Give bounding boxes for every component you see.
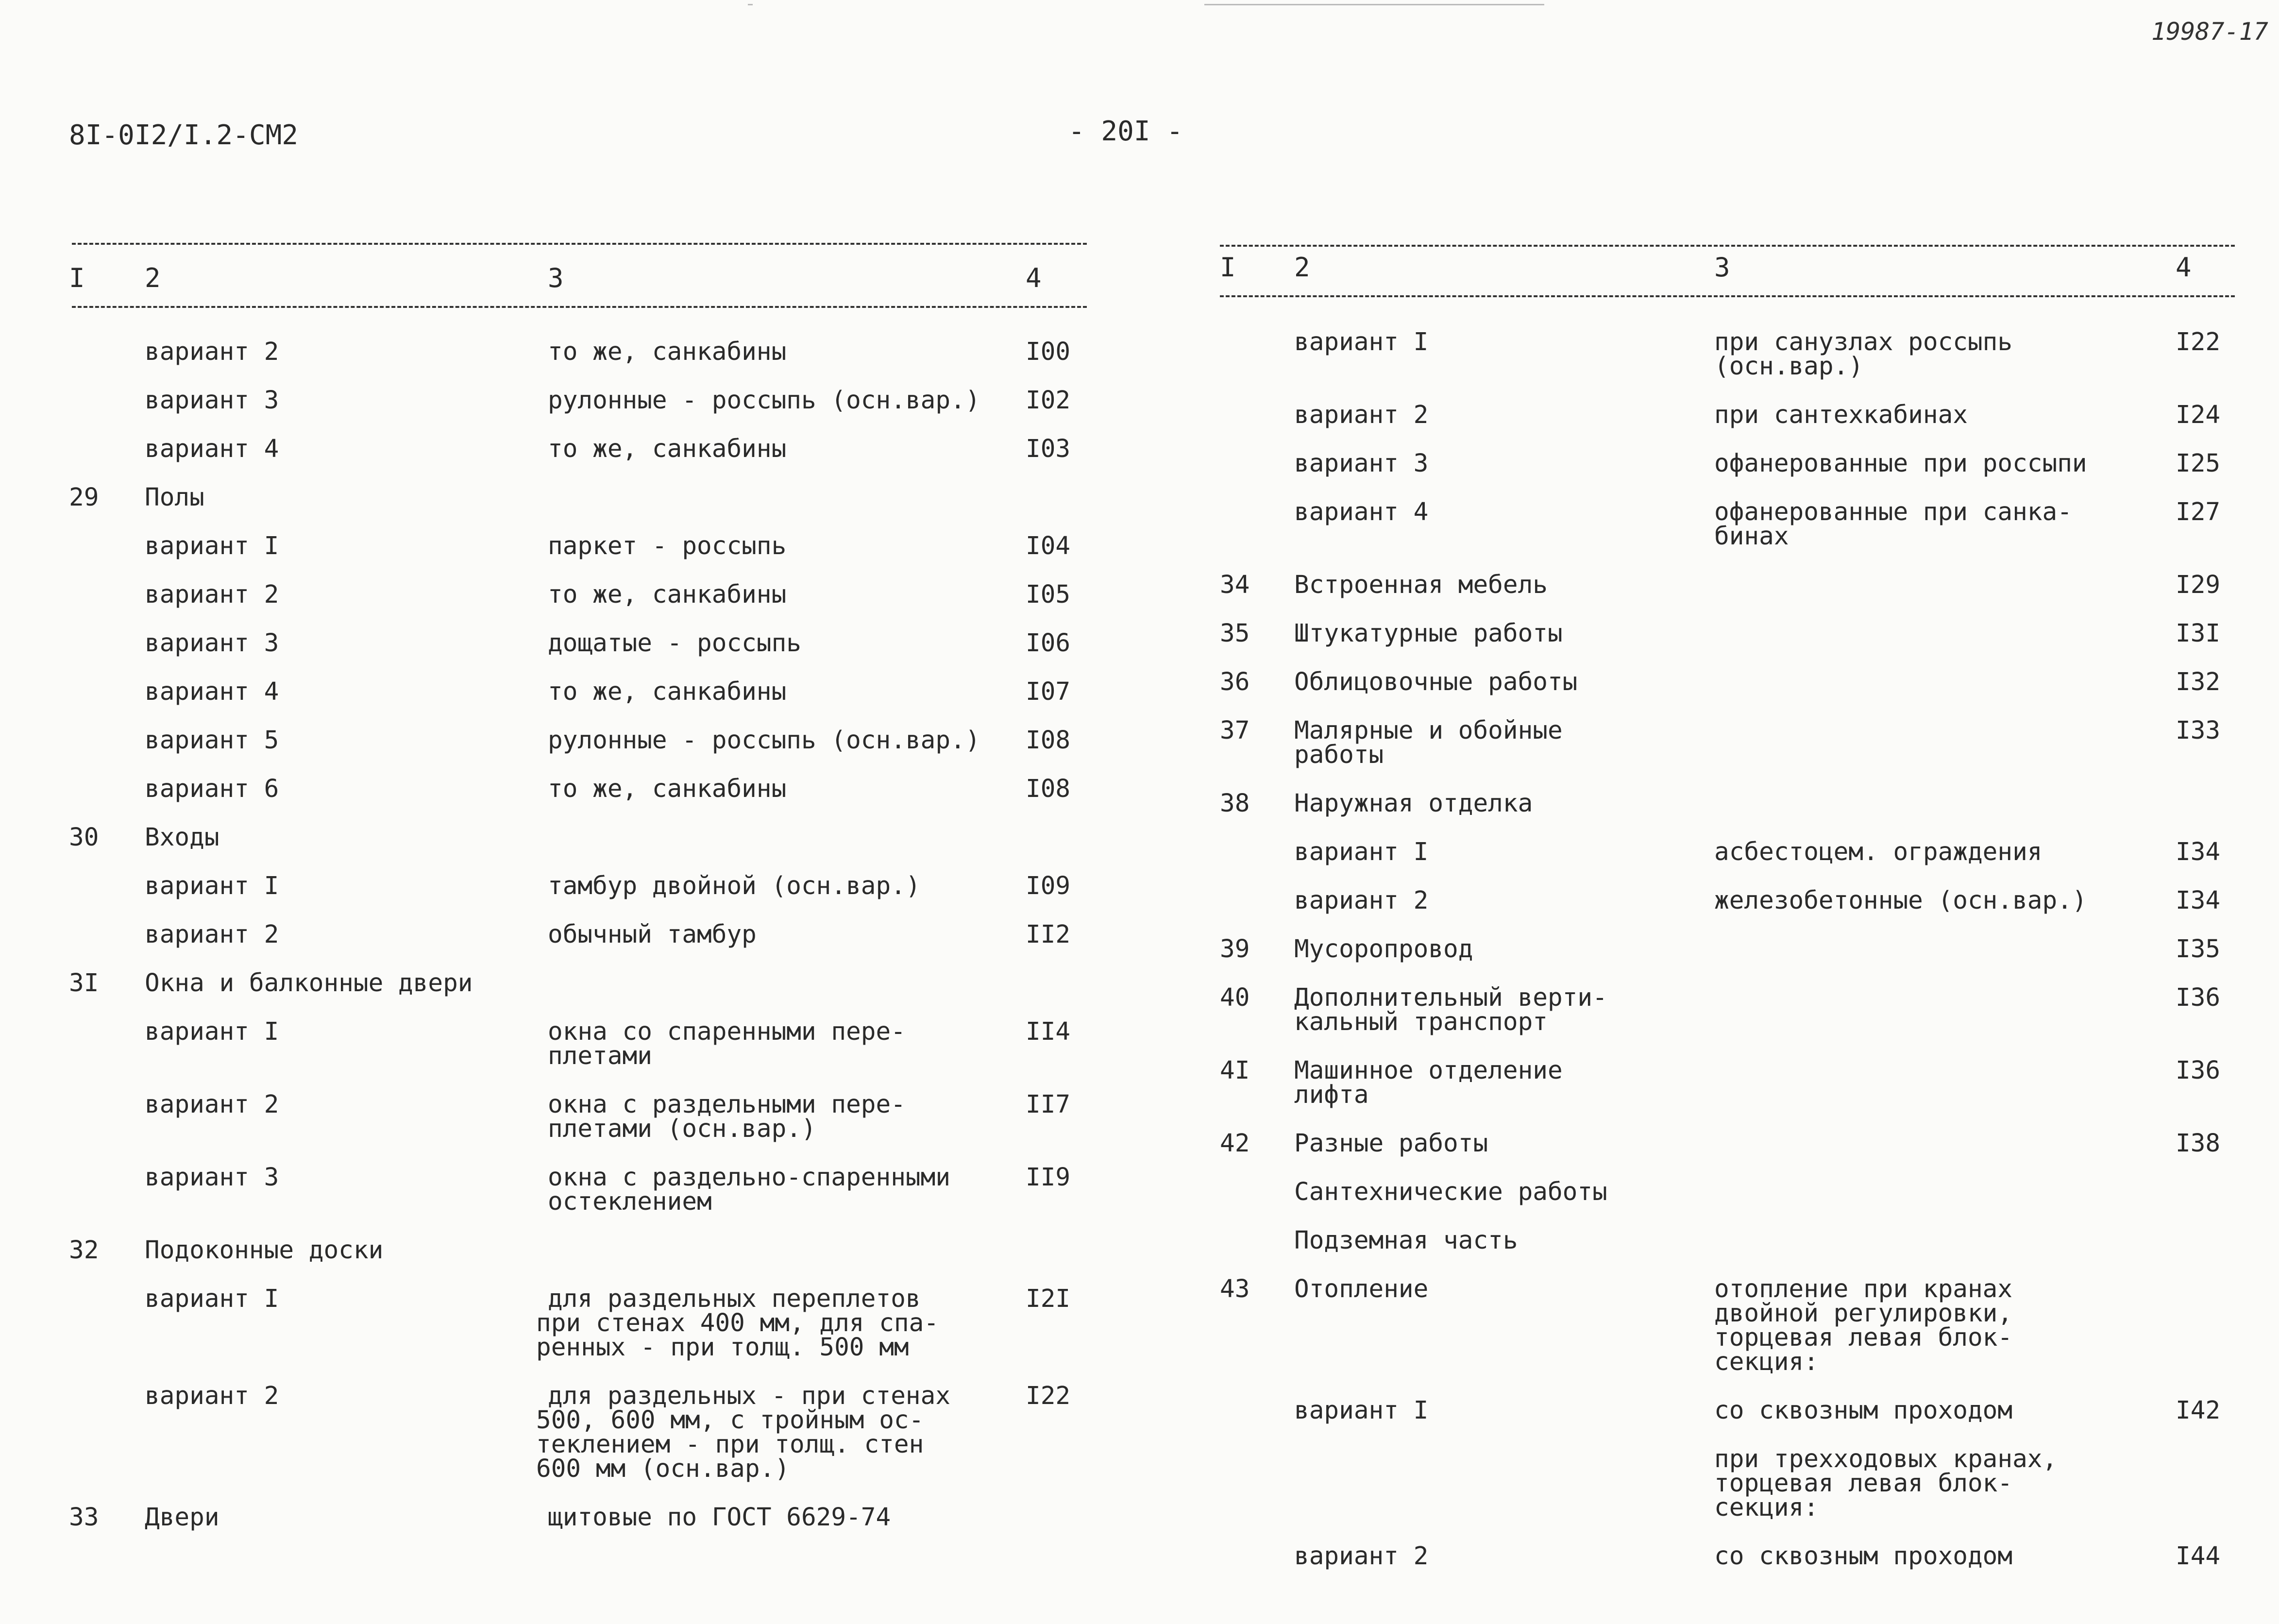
row-name: вариант 5 bbox=[145, 726, 279, 755]
row-name: Встроенная мебель bbox=[1294, 571, 1548, 599]
row-page: I00 bbox=[1026, 338, 1071, 366]
row-description: щитовые по ГОСТ 6629-74 bbox=[548, 1503, 891, 1532]
row-name: вариант 4 bbox=[145, 435, 279, 463]
table-rule bbox=[72, 306, 1087, 308]
row-number: 35 bbox=[1220, 619, 1250, 648]
column-header: 2 bbox=[145, 263, 161, 293]
row-name: Машинное отделение bbox=[1294, 1056, 1563, 1085]
row-name: Отопление bbox=[1294, 1275, 1429, 1303]
row-name: вариант 2 bbox=[145, 580, 279, 609]
row-page: I3I bbox=[2176, 619, 2221, 648]
row-number: 37 bbox=[1220, 716, 1250, 745]
row-description: рулонные - россыпь (осн.вар.) bbox=[548, 726, 980, 755]
row-description: для раздельных - при стенах bbox=[548, 1382, 951, 1410]
row-page: I05 bbox=[1026, 580, 1071, 609]
row-page: I27 bbox=[2176, 498, 2221, 526]
column-header: 4 bbox=[1026, 263, 1042, 293]
row-page: I09 bbox=[1026, 872, 1071, 900]
row-name: вариант I bbox=[145, 872, 279, 900]
row-description: плетами bbox=[548, 1042, 652, 1070]
row-page: I08 bbox=[1026, 726, 1071, 755]
column-header: 4 bbox=[2176, 252, 2192, 283]
row-name: кальный транспорт bbox=[1294, 1008, 1548, 1036]
row-number: 36 bbox=[1220, 668, 1250, 696]
row-name: Разные работы bbox=[1294, 1129, 1488, 1158]
row-description: то же, санкабины bbox=[548, 580, 787, 609]
row-page: I03 bbox=[1026, 435, 1071, 463]
row-page: I07 bbox=[1026, 677, 1071, 706]
row-page: I04 bbox=[1026, 532, 1071, 560]
row-name: вариант I bbox=[1294, 838, 1429, 866]
row-description: бинах bbox=[1714, 522, 1789, 551]
row-page: I44 bbox=[2176, 1542, 2221, 1571]
row-description: окна с раздельно-спаренными bbox=[548, 1163, 951, 1192]
row-page: I32 bbox=[2176, 668, 2221, 696]
row-name: Полы bbox=[145, 483, 204, 512]
row-name: вариант 2 bbox=[145, 338, 279, 366]
row-page: II9 bbox=[1026, 1163, 1071, 1192]
row-description: ренных - при толщ. 500 мм bbox=[536, 1333, 909, 1362]
row-description: то же, санкабины bbox=[548, 338, 787, 366]
row-page: I38 bbox=[2176, 1129, 2221, 1158]
row-description: при сантехкабинах bbox=[1714, 401, 1968, 429]
row-name: вариант 4 bbox=[1294, 498, 1429, 526]
row-number: 42 bbox=[1220, 1129, 1250, 1158]
row-description: при санузлах россыпь bbox=[1714, 328, 2013, 356]
row-description: со сквозным проходом bbox=[1714, 1396, 2013, 1425]
row-name: Входы bbox=[145, 823, 219, 852]
row-name: вариант 2 bbox=[145, 1382, 279, 1410]
row-page: I24 bbox=[2176, 401, 2221, 429]
row-description: со сквозным проходом bbox=[1714, 1542, 2013, 1571]
row-name: лифта bbox=[1294, 1081, 1369, 1109]
row-name: вариант I bbox=[1294, 328, 1429, 356]
row-page: I22 bbox=[2176, 328, 2221, 356]
row-page: II4 bbox=[1026, 1017, 1071, 1046]
row-name: вариант 2 bbox=[145, 920, 279, 949]
row-page: I35 bbox=[2176, 935, 2221, 964]
row-description: то же, санкабины bbox=[548, 775, 787, 803]
row-description: офанерованные при санка- bbox=[1714, 498, 2072, 526]
archive-stamp: 19987-17 bbox=[2151, 17, 2268, 46]
row-description: то же, санкабины bbox=[548, 677, 787, 706]
row-number: 4I bbox=[1220, 1056, 1250, 1085]
row-name: Дополнительный верти- bbox=[1294, 983, 1607, 1012]
row-page: I34 bbox=[2176, 838, 2221, 866]
row-description: тамбур двойной (осн.вар.) bbox=[548, 872, 921, 900]
row-description: при трехходовых кранах, bbox=[1714, 1445, 2058, 1473]
row-description: железобетонные (осн.вар.) bbox=[1714, 886, 2087, 915]
row-page: I02 bbox=[1026, 386, 1071, 415]
row-description: офанерованные при россыпи bbox=[1714, 449, 2087, 478]
row-number: 32 bbox=[69, 1236, 99, 1265]
row-description: секция: bbox=[1714, 1493, 1819, 1522]
row-name: вариант 3 bbox=[1294, 449, 1429, 478]
row-name: Подоконные доски bbox=[145, 1236, 384, 1265]
row-description: окна со спаренными пере- bbox=[548, 1017, 906, 1046]
column-header: I bbox=[1220, 252, 1236, 283]
row-name: вариант I bbox=[145, 532, 279, 560]
row-page: I25 bbox=[2176, 449, 2221, 478]
row-page: I2I bbox=[1026, 1285, 1071, 1313]
row-description: паркет - россыпь bbox=[548, 532, 787, 560]
row-page: I36 bbox=[2176, 1056, 2221, 1085]
row-name: Окна и балконные двери bbox=[145, 969, 473, 998]
row-page: II7 bbox=[1026, 1090, 1071, 1119]
row-page: I34 bbox=[2176, 886, 2221, 915]
row-description: рулонные - россыпь (осн.вар.) bbox=[548, 386, 980, 415]
row-number: 30 bbox=[69, 823, 99, 852]
row-description: дощатые - россыпь bbox=[548, 629, 801, 658]
row-name: вариант 2 bbox=[1294, 401, 1429, 429]
row-name: Сантехнические работы bbox=[1294, 1178, 1607, 1206]
row-description: двойной регулировки, bbox=[1714, 1299, 2013, 1328]
row-page: I22 bbox=[1026, 1382, 1071, 1410]
row-page: II2 bbox=[1026, 920, 1071, 949]
row-name: вариант 6 bbox=[145, 775, 279, 803]
row-number: 43 bbox=[1220, 1275, 1250, 1303]
row-name: вариант I bbox=[1294, 1396, 1429, 1425]
row-description: теклением - при толщ. стен bbox=[536, 1430, 924, 1459]
row-description: отопление при кранах bbox=[1714, 1275, 2013, 1303]
row-name: работы bbox=[1294, 741, 1384, 769]
row-description: асбестоцем. ограждения bbox=[1714, 838, 2043, 866]
row-description: торцевая левая блок- bbox=[1714, 1469, 2013, 1498]
row-name: вариант 4 bbox=[145, 677, 279, 706]
row-number: 39 bbox=[1220, 935, 1250, 964]
row-name: вариант 2 bbox=[1294, 886, 1429, 915]
row-name: вариант 3 bbox=[145, 1163, 279, 1192]
document-code: 8I-0I2/I.2-СМ2 bbox=[69, 119, 299, 151]
row-name: вариант 3 bbox=[145, 629, 279, 658]
row-name: Подземная часть bbox=[1294, 1226, 1518, 1255]
row-page: I42 bbox=[2176, 1396, 2221, 1425]
row-name: вариант 2 bbox=[1294, 1542, 1429, 1571]
row-page: I33 bbox=[2176, 716, 2221, 745]
page-number: - 20I - bbox=[1068, 116, 1183, 147]
row-description: остеклением bbox=[548, 1187, 712, 1216]
row-name: вариант 2 bbox=[145, 1090, 279, 1119]
row-name: Наружная отделка bbox=[1294, 789, 1533, 818]
row-description: 500, 600 мм, с тройным ос- bbox=[536, 1406, 924, 1435]
column-header: 3 bbox=[548, 263, 564, 293]
table-rule bbox=[72, 243, 1087, 245]
row-description: обычный тамбур bbox=[548, 920, 757, 949]
row-description: секция: bbox=[1714, 1348, 1819, 1376]
row-description: для раздельных переплетов bbox=[548, 1285, 921, 1313]
row-name: Мусоропровод bbox=[1294, 935, 1473, 964]
row-number: 34 bbox=[1220, 571, 1250, 599]
column-header: 3 bbox=[1714, 252, 1730, 283]
row-name: Штукатурные работы bbox=[1294, 619, 1563, 648]
row-description: то же, санкабины bbox=[548, 435, 787, 463]
row-description: при стенах 400 мм, для спа- bbox=[536, 1309, 939, 1337]
row-number: 29 bbox=[69, 483, 99, 512]
row-number: 33 bbox=[69, 1503, 99, 1532]
row-name: вариант 3 bbox=[145, 386, 279, 415]
row-name: Малярные и обойные bbox=[1294, 716, 1563, 745]
row-description: торцевая левая блок- bbox=[1714, 1323, 2013, 1352]
row-description: (осн.вар.) bbox=[1714, 352, 1864, 381]
row-number: 38 bbox=[1220, 789, 1250, 818]
table-rule bbox=[1220, 245, 2235, 247]
row-name: вариант I bbox=[145, 1017, 279, 1046]
row-name: Облицовочные работы bbox=[1294, 668, 1578, 696]
row-description: 600 мм (осн.вар.) bbox=[536, 1455, 790, 1483]
row-name: Двери bbox=[145, 1503, 219, 1532]
table-rule bbox=[1220, 295, 2235, 297]
column-header: I bbox=[69, 263, 85, 293]
row-name: вариант I bbox=[145, 1285, 279, 1313]
row-number: 40 bbox=[1220, 983, 1250, 1012]
row-number: 3I bbox=[69, 969, 99, 998]
row-description: плетами (осн.вар.) bbox=[548, 1115, 816, 1143]
row-page: I06 bbox=[1026, 629, 1071, 658]
column-header: 2 bbox=[1294, 252, 1310, 283]
row-page: I08 bbox=[1026, 775, 1071, 803]
row-page: I29 bbox=[2176, 571, 2221, 599]
row-description: окна с раздельными пере- bbox=[548, 1090, 906, 1119]
row-page: I36 bbox=[2176, 983, 2221, 1012]
